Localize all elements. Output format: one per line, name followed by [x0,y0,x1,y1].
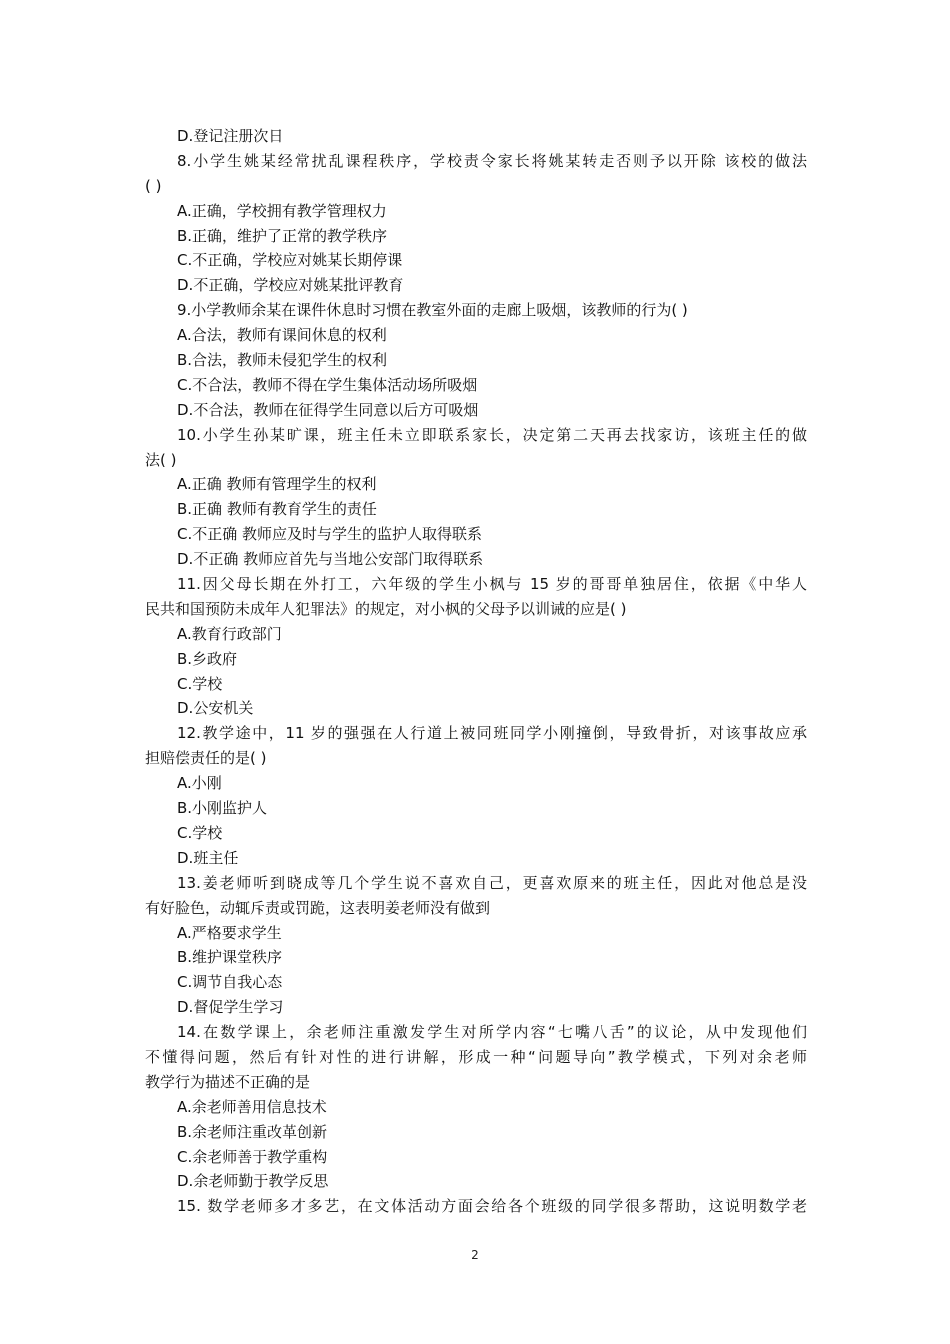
text-line: 法( ) [145,450,177,469]
text-line: D.不正确，学校应对姚某批评教育 [177,276,404,295]
text-line: 不懂得问题，然后有针对性的进行讲解，形成一种“问题导向”教学模式，下列对余老师 [145,1047,807,1066]
text-line: B.余老师注重改革创新 [177,1122,328,1141]
text-line: 11.因父母长期在外打工，六年级的学生小枫与 15 岁的哥哥单独居住，依据《中华人 [177,575,807,594]
text-line: 10.小学生孙某旷课，班主任未立即联系家长，决定第二天再去找家访，该班主任的做 [177,425,807,444]
text-line: C.不合法，教师不得在学生集体活动场所吸烟 [177,375,478,394]
text-line: A.正确 教师有管理学生的权利 [177,475,377,494]
text-line: ( ) [145,176,162,195]
text-line: D.登记注册次日 [177,127,284,145]
text-line: A.余老师善用信息技术 [177,1097,327,1116]
text-line: 担赔偿责任的是( ) [145,749,267,768]
text-line: A.小刚 [177,774,222,793]
text-line: C.调节自我心态 [177,973,283,992]
text-line: 有好脸色，动辄斥责或罚跪，这表明姜老师没有做到 [145,898,491,917]
page-number: 2 [471,1248,479,1262]
text-line: C.学校 [177,823,223,842]
text-line: A.正确，学校拥有教学管理权力 [177,201,387,220]
text-line: B.正确 教师有教育学生的责任 [177,500,377,519]
text-line: B.正确，维护了正常的教学秩序 [177,226,388,245]
text-line: C.不正确，学校应对姚某长期停课 [177,251,403,270]
text-line: D.班主任 [177,848,239,867]
text-line: 15. 数学老师多才多艺，在文体活动方面会给各个班级的同学很多帮助，这说明数学老 [177,1197,807,1216]
text-line: 12.教学途中，11 岁的强强在人行道上被同班同学小刚撞倒，导致骨折，对该事故应承 [177,724,807,743]
text-line: D.督促学生学习 [177,998,284,1017]
text-line: A.教育行政部门 [177,624,282,643]
text-line: D.余老师勤于教学反思 [177,1172,329,1191]
text-line: 8.小学生姚某经常扰乱课程秩序，学校责令家长将姚某转走否则予以开除 该校的做法 [177,151,807,170]
text-line: B.合法，教师未侵犯学生的权利 [177,351,388,370]
text-line: C.不正确 教师应及时与学生的监护人取得联系 [177,525,483,544]
text-line: B.乡政府 [177,649,238,668]
text-line: 13.姜老师听到晓成等几个学生说不喜欢自己，更喜欢原来的班主任，因此对他总是没 [177,873,807,892]
text-line: 14.在数学课上，余老师注重激发学生对所学内容“七嘴八舌”的议论，从中发现他们 [177,1023,807,1042]
text-line: B.维护课堂秩序 [177,948,283,967]
text-line: C.学校 [177,674,223,693]
text-line: D.不合法，教师在征得学生同意以后方可吸烟 [177,400,479,419]
text-line: D.公安机关 [177,699,254,718]
text-line: 9.小学教师余某在课件休息时习惯在教室外面的走廊上吸烟，该教师的行为( ) [177,301,688,320]
text-line: C.余老师善于教学重构 [177,1147,328,1166]
text-line: A.合法，教师有课间休息的权利 [177,326,387,345]
text-line: 民共和国预防未成年人犯罪法》的规定，对小枫的父母予以训诫的应是( ) [145,599,627,618]
text-line: 教学行为描述不正确的是 [145,1072,311,1091]
text-line: D.不正确 教师应首先与当地公安部门取得联系 [177,550,484,569]
text-line: A.严格要求学生 [177,923,282,942]
text-line: B.小刚监护人 [177,799,268,818]
document-body [145,124,807,1219]
